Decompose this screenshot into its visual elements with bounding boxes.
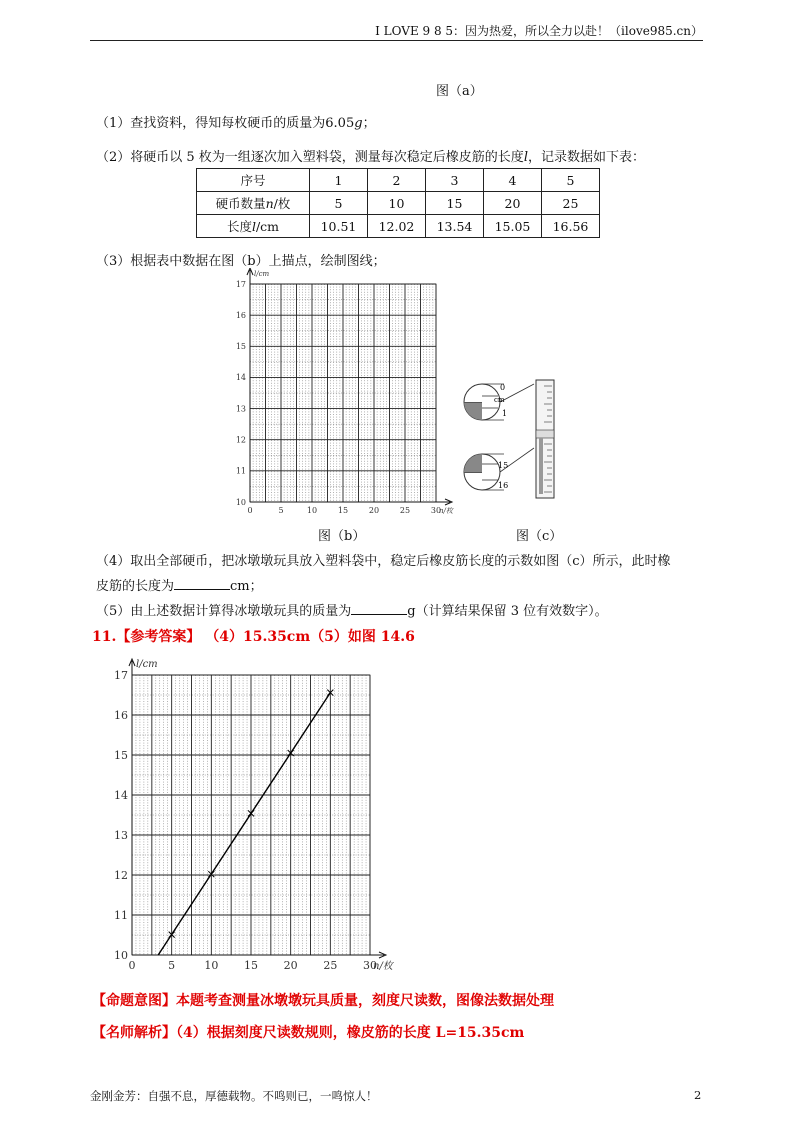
row-label-index: 序号 — [197, 169, 310, 192]
figure-b-caption: 图（b） — [318, 529, 366, 544]
figure-c-caption: 图（c） — [516, 529, 563, 544]
step-3: （3）根据表中数据在图（b）上描点，绘制图线； — [96, 254, 386, 269]
x-tick-label: 15 — [337, 506, 349, 515]
y-tick-label: 12 — [235, 435, 246, 445]
x-tick-label: 25 — [399, 506, 411, 515]
label-suffix: /枚 — [273, 196, 291, 211]
step-5 — [96, 600, 608, 619]
y-tick-label: 12 — [114, 868, 128, 882]
table-cell: 5 — [542, 169, 600, 192]
ruler-magnifier-bottom — [464, 454, 500, 490]
page-number: 2 — [694, 1088, 702, 1102]
x-tick-label: 15 — [244, 959, 258, 972]
y-tick-label: 11 — [235, 466, 246, 476]
figure-b-empty-grid-chart — [226, 268, 466, 520]
table-cell: 12.02 — [368, 215, 426, 238]
y-tick-label: 10 — [114, 948, 128, 962]
y-tick-label: 13 — [114, 828, 128, 842]
figure-a-caption: 图（a） — [436, 84, 483, 99]
table-cell: 2 — [368, 169, 426, 192]
step-2-end: ，记录数据如下表： — [527, 150, 645, 165]
coin-mass-unit: g — [354, 116, 363, 131]
label-prefix: 硬币数量 — [215, 196, 266, 211]
table-cell: 16.56 — [542, 215, 600, 238]
ruler-label-16: 16 — [498, 481, 509, 490]
ruler-label-cm: cm — [494, 396, 505, 404]
step-1-text: （1）查找资料，得知每枚硬币的质量为 — [96, 116, 326, 131]
step-4-text: 皮筋的长度为 — [96, 579, 175, 594]
table-cell: 10 — [368, 192, 426, 215]
y-tick-label: 10 — [235, 497, 246, 507]
y-tick-label: 15 — [114, 748, 128, 762]
label-suffix: /cm — [255, 219, 280, 234]
x-tick-label: 20 — [283, 959, 298, 972]
label-var: n — [265, 196, 274, 211]
y-tick-label: 17 — [235, 279, 246, 289]
step-5-end: g（计算结果保留 3 位有效数字）。 — [407, 604, 608, 619]
page-header — [90, 18, 703, 41]
answer-chart — [92, 655, 412, 977]
ruler-label-15: 15 — [498, 461, 509, 470]
x-tick-label: 0 — [247, 506, 253, 515]
step-2-var: l — [523, 150, 528, 165]
step-5-text: （5）由上述数据计算得冰墩墩玩具的质量为 — [96, 604, 352, 619]
row-label-coin-count — [197, 192, 310, 215]
table-row — [197, 192, 600, 215]
y-axis-label: l/cm — [254, 270, 270, 278]
label-prefix: 长度 — [226, 219, 252, 234]
x-axis-label: n/枚 — [439, 507, 453, 515]
y-axis-label: l/cm — [136, 659, 158, 670]
analysis-text: 【名师解析】（4）根据刻度尺读数规则，橡皮筋的长度 L=15.35cm — [92, 1025, 525, 1041]
y-tick-label: 13 — [235, 404, 246, 414]
y-tick-label: 17 — [114, 668, 128, 682]
row-label-length — [197, 215, 310, 238]
header-text: I LOVE 9 8 5：因为热爱，所以全力以赴！（ilove985.cn） — [375, 24, 703, 38]
step-1 — [96, 112, 376, 131]
y-tick-label: 11 — [114, 908, 128, 922]
ruler-label-0: 0 — [500, 383, 506, 392]
answer-blank-length — [174, 589, 230, 590]
y-tick-label: 14 — [114, 788, 128, 802]
figure-c-ruler — [458, 372, 568, 507]
table-cell: 15 — [426, 192, 484, 215]
table-cell: 25 — [542, 192, 600, 215]
table-cell: 5 — [310, 192, 368, 215]
step-2-text: （2）将硬币以 5 枚为一组逐次加入塑料袋，测量每次稳定后橡皮筋的长度 — [96, 150, 524, 165]
x-tick-label: 5 — [278, 506, 284, 515]
intent-text: 【命题意图】本题考查测量冰墩墩玩具质量，刻度尺读数，图像法数据处理 — [92, 993, 554, 1009]
table-row — [197, 215, 600, 238]
x-tick-label: 20 — [368, 506, 380, 515]
x-tick-label: 0 — [128, 959, 136, 972]
answer-blank-mass — [351, 614, 407, 615]
x-tick-label: 30 — [363, 959, 377, 972]
x-tick-label: 30 — [430, 506, 442, 515]
x-tick-label: 5 — [168, 959, 176, 972]
x-tick-label: 10 — [306, 506, 318, 515]
y-tick-label: 15 — [235, 342, 246, 352]
table-cell: 13.54 — [426, 215, 484, 238]
ruler-device — [536, 380, 554, 498]
table-cell: 1 — [310, 169, 368, 192]
x-axis-label: n/枚 — [373, 961, 393, 972]
y-tick-label: 14 — [235, 373, 246, 383]
data-table — [196, 168, 600, 238]
step-4-line-1: （4）取出全部硬币，把冰墩墩玩具放入塑料袋中，稳定后橡皮筋长度的示数如图（c）所示，此时橡 — [96, 554, 671, 569]
ruler-label-1: 1 — [502, 409, 508, 418]
y-tick-label: 16 — [114, 708, 128, 722]
table-cell: 3 — [426, 169, 484, 192]
label-var: l — [251, 219, 256, 234]
step-4-end: cm； — [230, 579, 263, 594]
step-1-end: ； — [362, 116, 376, 131]
y-tick-label: 16 — [235, 310, 246, 320]
table-cell: 4 — [484, 169, 542, 192]
answer-heading: 11.【参考答案】 （4）15.35cm（5）如图 14.6 — [92, 629, 415, 645]
table-cell: 10.51 — [310, 215, 368, 238]
step-4-line-2 — [96, 575, 263, 594]
x-tick-label: 25 — [323, 959, 338, 972]
coin-mass-value: 6.05 — [325, 116, 355, 131]
table-row — [197, 169, 600, 192]
x-tick-label: 10 — [204, 959, 219, 972]
table-cell: 20 — [484, 192, 542, 215]
table-cell: 15.05 — [484, 215, 542, 238]
step-2 — [96, 146, 645, 165]
footer-motto: 金刚金芳：自强不息，厚德载物。不鸣则已，一鸣惊人！ — [90, 1089, 378, 1103]
